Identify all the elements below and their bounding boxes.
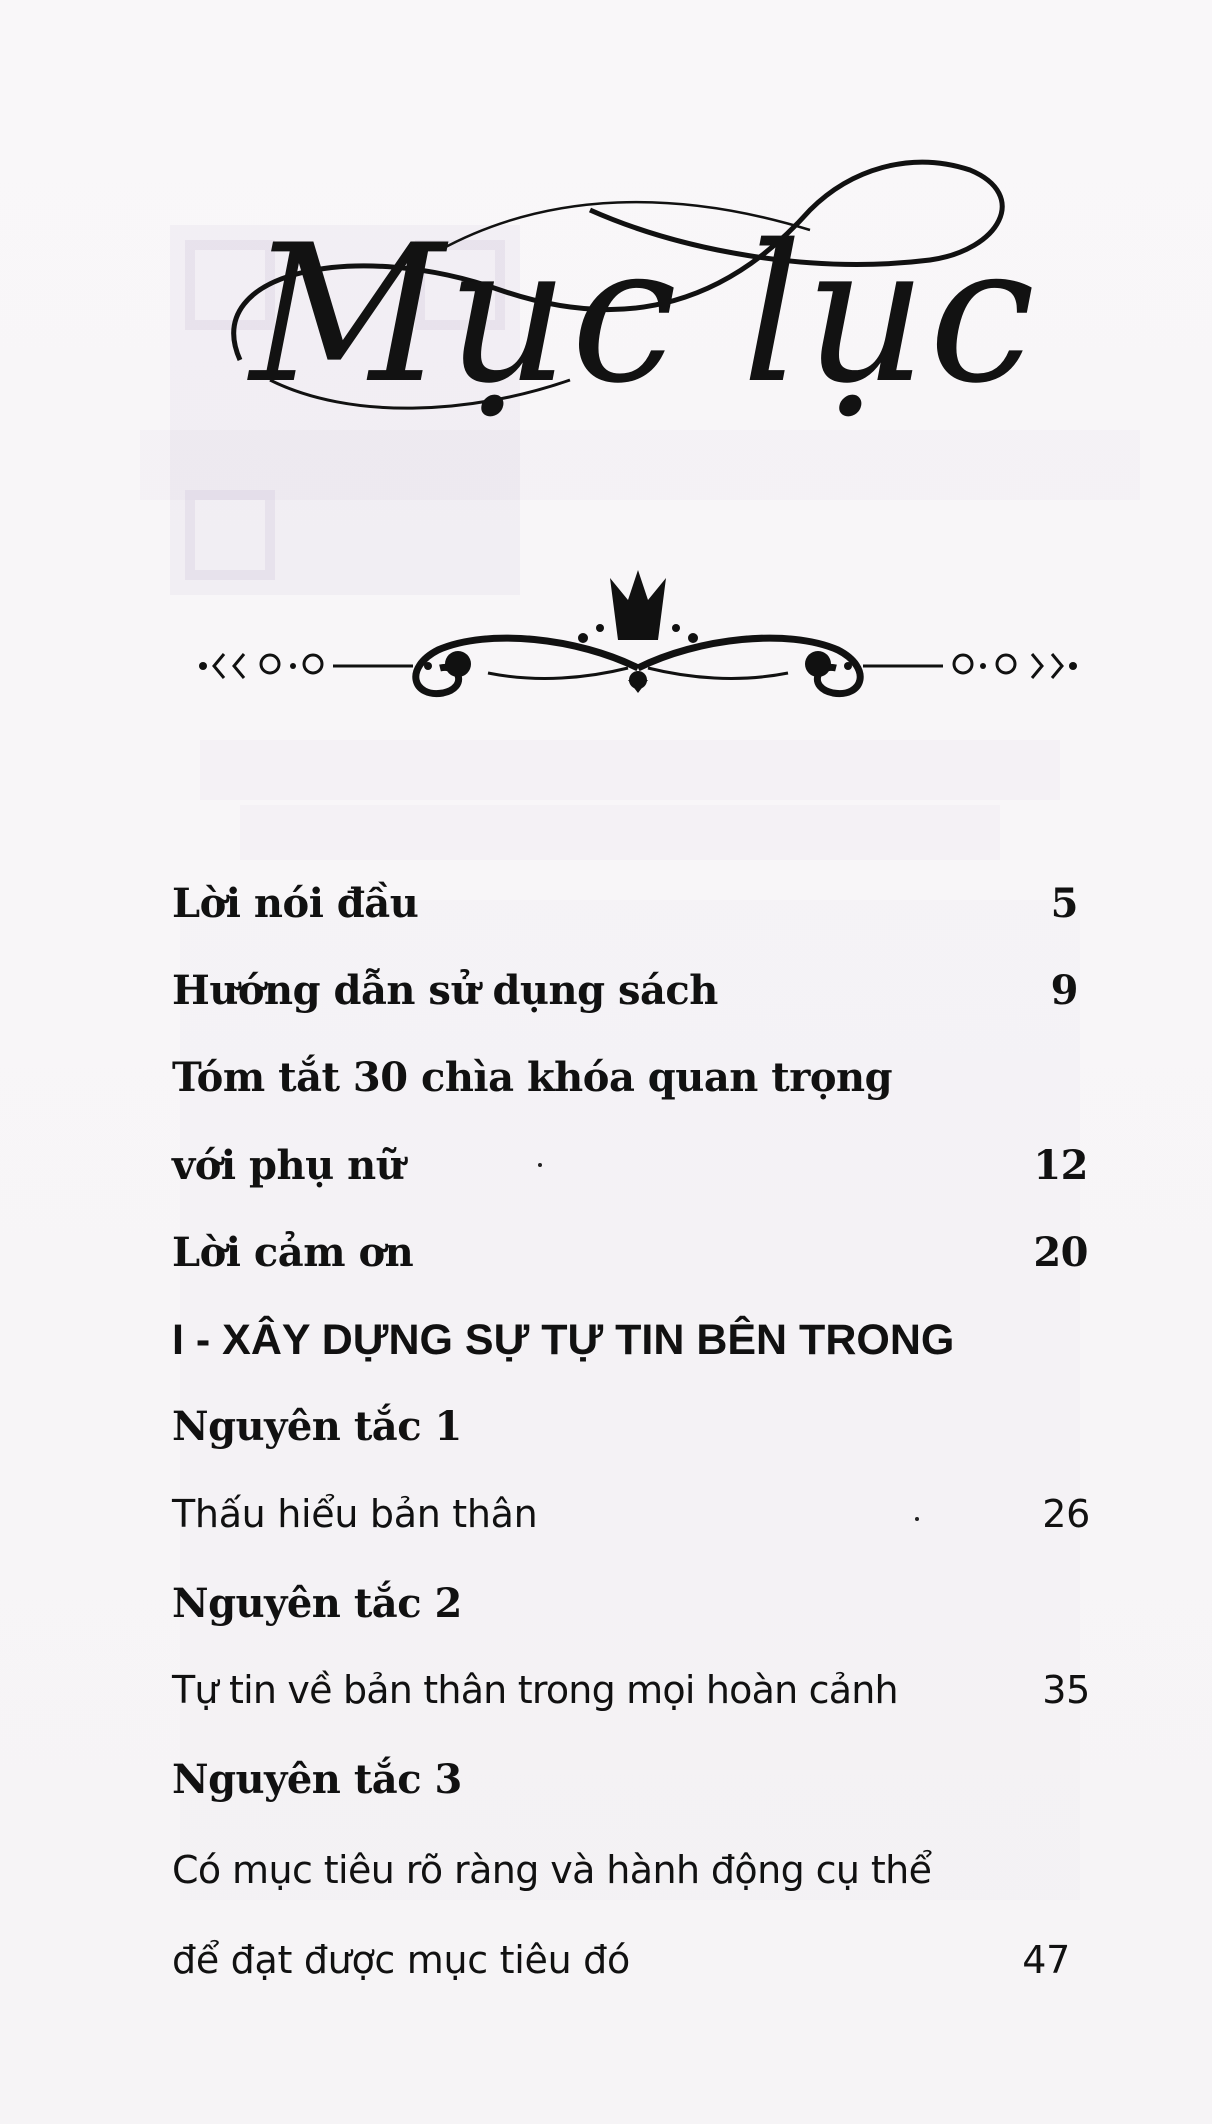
toc-entry-title: Nguyên tắc 3 (172, 1756, 462, 1803)
toc-entry-title: Lời cảm ơn (172, 1229, 414, 1276)
toc-entry-page: 20 (1033, 1229, 1088, 1276)
toc-entry (172, 1403, 1092, 1450)
toc-entry (172, 1848, 1092, 1892)
toc-entry (172, 1492, 1092, 1536)
print-speck (915, 1517, 919, 1521)
toc-entry (172, 1054, 1092, 1101)
toc-entry-title: Thấu hiểu bản thân (172, 1492, 538, 1536)
divider-ornament (188, 568, 1088, 718)
toc-entry (172, 1668, 1092, 1712)
toc-entry (172, 1580, 1092, 1627)
toc-entry-page: 5 (1050, 880, 1078, 927)
toc-entry (172, 1142, 1092, 1189)
toc-entry-title: Lời nói đầu (172, 880, 419, 927)
toc-entry (172, 880, 1092, 927)
toc-entry-title: Có mục tiêu rõ ràng và hành động cụ thể (172, 1848, 932, 1892)
toc-entry-title: Nguyên tắc 1 (172, 1403, 462, 1450)
toc-entry-title: Hướng dẫn sử dụng sách (172, 967, 718, 1014)
toc-entry-page: 35 (1042, 1668, 1090, 1712)
toc-entry (172, 1938, 1092, 1982)
title-text: Mục lục (250, 204, 1038, 425)
flourish-divider-icon (188, 568, 1088, 718)
print-speck (538, 1163, 542, 1167)
toc-entry-title: Tự tin về bản thân trong mọi hoàn cảnh (172, 1668, 898, 1712)
toc-title (210, 150, 1110, 450)
section-title: I - XÂY DỰNG SỰ TỰ TIN BÊN TRONG (172, 1316, 955, 1364)
toc-entry (172, 1756, 1092, 1803)
toc-entry (172, 1229, 1092, 1276)
toc-entry-title: với phụ nữ (172, 1142, 405, 1189)
toc-section-heading (172, 1316, 1092, 1365)
toc-entry-page: 9 (1050, 967, 1078, 1014)
toc-entry-page: 47 (1022, 1938, 1070, 1982)
toc-entry-title: Tóm tắt 30 chìa khóa quan trọng (172, 1054, 893, 1101)
toc-entry (172, 967, 1092, 1014)
toc-entry-page: 26 (1042, 1492, 1090, 1536)
toc-entry-title: Nguyên tắc 2 (172, 1580, 462, 1627)
toc-entry-page: 12 (1033, 1142, 1088, 1189)
toc-entry-title: để đạt được mục tiêu đó (172, 1938, 630, 1982)
